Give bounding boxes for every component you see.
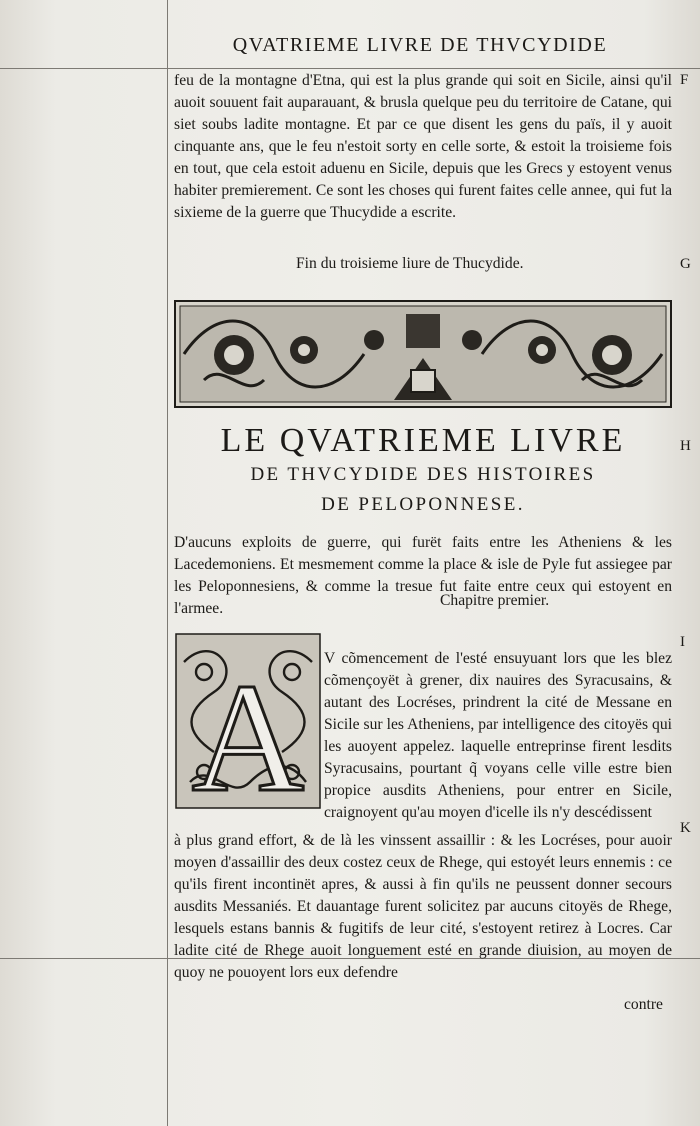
initial-ornament [174,632,322,810]
book-subtitle: DE THVCYDIDE DES HISTOIRES [250,464,596,485]
decorative-headpiece [174,300,672,408]
header-rule [0,68,700,69]
margin-letter-i: I [680,634,685,650]
decorated-initial [174,632,322,810]
chapter-summary: D'aucuns exploits de guerre, qui furët faits entre les Atheniens & les Lacedemoniens. Et mesmement comme la place & isle de Pyle fut assiegee par les Peloponnesiens, & comme la tresue fut faite entre ceux qui estoyent en l'armee. [174,534,672,617]
margin-letter-h: H [680,438,691,454]
initial-letter: A [191,651,305,810]
margin-letter-k: K [680,820,691,836]
top-paragraph: feu de la montagne d'Etna, qui est la plus grande qui soit en Sicile, ainsi qu'il auoit souuent fait auparauant, & brusla quelque peu du territoire de Catane, qui siet soubs ladite montagne. Et par ce que disent les gens du païs, il y auoit cinquante ans, que le feu n'estoit sorty en celle sorte, & estoit la troisieme fois en tout, que cela estoit aduenu en Sicile, depuis que les Grecs y estoyent venus habiter premierement. Ce sont les choses qui furent faites celle annee, qui fut la sixieme de la guerre que Thucydide a escrite. [174,72,672,221]
end-of-book-line: Fin du troisieme liure de Thucydide. [296,255,524,272]
book-title: LE QVATRIEME LIVRE [220,422,626,459]
margin-letter-f: F [680,72,689,88]
chapter-text: à plus grand effort, & de là les vinssent assaillir : & les Locréses, pour auoir moyen d'assaillir des deux costez ceux de Rhege, qui estoyét leurs ennemis : ce qu'ils firent incontinët apres, & aussi à fin qu'ils ne peussent donner secours ausdits Messaniés. Et dauantage furent solicitez par aucuns citoyës de Rhege, lesquels estans bannis & fugitifs de leur cité, s'estoyent retirez à Locres. Car ladite cité de Rhege auoit longuement esté en grande diuision, au moyen de quoy ne pouoyent lors eux defendre [174,832,672,981]
chapter-heading: Chapitre premier. [440,592,550,609]
book-subtitle-line2: DE PELOPONNESE. [321,494,525,515]
running-head: QVATRIEME LIVRE DE THVCYDIDE [232,34,608,56]
chapter-text-opening: V cõmencement de l'esté ensuyuant lors que les blez cõmençoyët à grener, dix nauires des Syracusains, & autant des Locréses, prindrent la cité de Messane en Sicile sur les Atheniens, par intelligence des citoyës qui les auoyent appelez. laquelle entreprinse firent lesdits Syracusains, pourtant q̃ voyans celle ville estre bien propice ausdits Atheniens, pour entrer en Sicile, craignoyent qu'au moyen d'icelle ils n'y descédissent [324,649,672,821]
catchword: contre [624,996,663,1013]
margin-letter-g: G [680,256,691,272]
